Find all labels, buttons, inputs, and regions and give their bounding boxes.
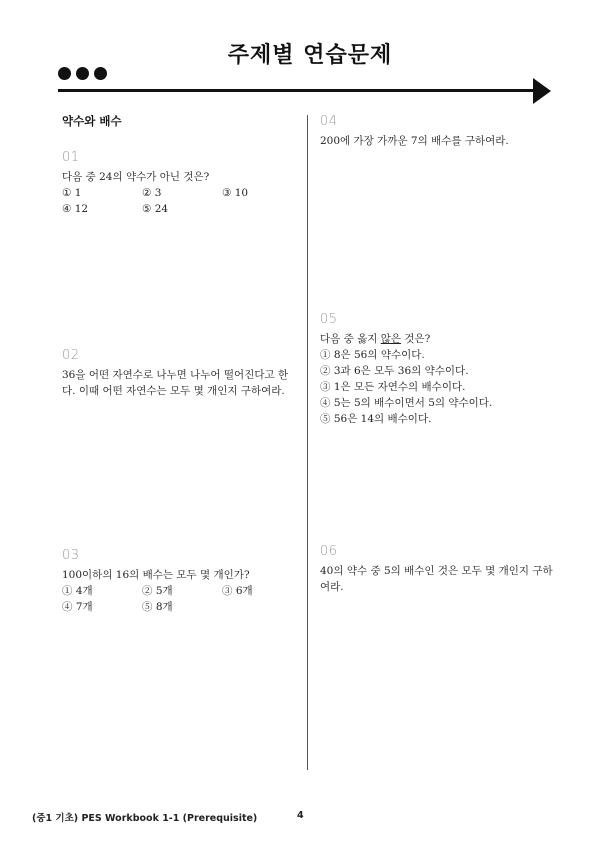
question-text: 36을 어떤 자연수로 나누면 나누어 떨어진다고 한다. 이때 어떤 자연수는 모두 몇 개인지 구하여라.: [62, 369, 289, 397]
header-arrow-line: [58, 89, 538, 92]
question-text: 40의 약수 중 5의 배수인 것은 모두 몇 개인지 구하여라.: [320, 565, 553, 593]
answer-options: [62, 583, 297, 615]
answer-options: [62, 185, 297, 217]
page-number: 4: [297, 810, 304, 821]
option: ③ 6개: [222, 585, 253, 597]
question-text: 200에 가장 가까운 7의 배수를 구하여라.: [320, 135, 509, 147]
statement: ⑤ 56은 14의 배수이다.: [320, 413, 432, 425]
option: ⑤ 24: [142, 203, 169, 215]
question-2: [62, 348, 297, 399]
option: ① 4개: [62, 585, 93, 597]
question-number: 06: [320, 544, 338, 559]
option: ④ 7개: [62, 601, 93, 613]
question-text: [320, 331, 555, 347]
option: ⑤ 8개: [142, 601, 173, 613]
question-text-part: 것은?: [401, 333, 431, 345]
option: ② 5개: [142, 585, 173, 597]
question-3: [62, 548, 297, 615]
question-text-part: 다음 중 옳지: [320, 333, 381, 345]
question-5: [320, 312, 555, 427]
statement: ① 8은 56의 약수이다.: [320, 349, 425, 361]
page-title: 주제별 연습문제: [227, 43, 393, 68]
question-number: 02: [62, 348, 80, 363]
question-1: [62, 150, 297, 217]
statement-list: [320, 347, 555, 427]
header-dots-decoration: [58, 67, 107, 81]
dot-icon: [94, 67, 107, 80]
footer-label: (중1 기초) PES Workbook 1-1 (Prerequisite): [32, 813, 258, 824]
dot-icon: [58, 67, 71, 80]
statement: ④ 5는 5의 배수이면서 5의 약수이다.: [320, 397, 493, 409]
question-number: 05: [320, 312, 338, 327]
option: ① 1: [62, 187, 82, 199]
statement: ③ 1은 모든 자연수의 배수이다.: [320, 381, 466, 393]
question-number: 04: [320, 114, 338, 129]
question-4: [320, 114, 555, 149]
statement: ② 3과 6은 모두 36의 약수이다.: [320, 365, 469, 377]
question-number: 03: [62, 548, 80, 563]
arrow-right-icon: [533, 78, 551, 104]
column-divider: [307, 115, 308, 770]
option: ③ 10: [222, 187, 249, 199]
option: ④ 12: [62, 203, 89, 215]
option: ② 3: [142, 187, 162, 199]
section-title: 약수와 배수: [62, 114, 122, 128]
dot-icon: [76, 67, 89, 80]
question-text: 100이하의 16의 배수는 모두 몇 개인가?: [62, 569, 250, 581]
question-text: 다음 중 24의 약수가 아닌 것은?: [62, 171, 210, 183]
question-number: 01: [62, 150, 80, 165]
question-6: [320, 544, 555, 595]
emphasis-underline: 않은: [380, 333, 402, 345]
